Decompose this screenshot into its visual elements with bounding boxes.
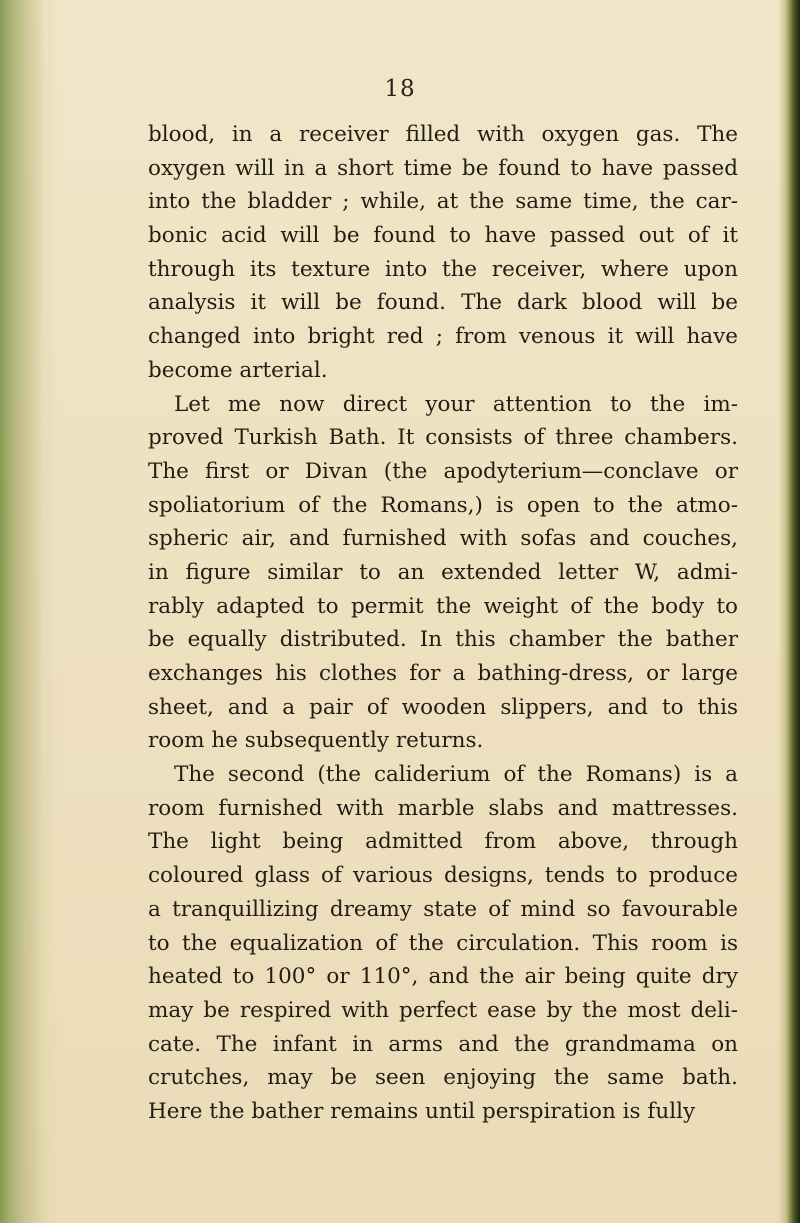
text-line: cate. The infant in arms and the grandmama on [148,1031,738,1057]
text-line: may be respired with perfect ease by the most deli- [148,997,738,1023]
text-line: crutches, may be seen enjoying the same bath. [148,1065,738,1091]
text-line: become arterial. [148,357,328,383]
text-line: blood, in a receiver filled with oxygen gas. The [148,122,738,147]
text-line: analysis it will be found. The dark blood will be [148,290,738,316]
text-line: a tranquillizing dreamy state of mind so favourable [148,896,738,922]
text-line: oxygen will in a short time be found to have passed [148,155,738,181]
text-line: be equally distributed. In this chamber the bather [148,627,738,653]
text-line: The first or Divan (the apodyterium—conclave or [148,458,738,484]
body-text [148,118,738,1129]
text-line: to the equalization of the circulation. This room is [148,930,738,956]
text-line: exchanges his clothes for a bathing-dress, or large [148,661,738,686]
text-line: Here the bather remains until perspiration is fully [148,1098,696,1124]
text-line: room he subsequently returns. [148,728,484,754]
text-line: sheet, and a pair of wooden slippers, and to this [148,694,738,720]
page-number: 18 [384,76,416,102]
text-line: through its texture into the receiver, where upon [148,256,738,282]
text-line: changed into bright red ; from venous it will have [148,324,738,350]
text-line: heated to 100° or 110°, and the air being quite dry [148,964,738,990]
text-line: rably adapted to permit the weight of the body to [148,593,738,619]
text-line: spheric air, and furnished with sofas and couches, [148,526,738,552]
text-line: coloured glass of various designs, tends to produce [148,863,738,889]
text-line: spoliatorium of the Romans,) is open to the atmo- [148,492,738,518]
text-line: into the bladder ; while, at the same time, the car- [148,189,738,215]
page-left-edge [0,0,44,1223]
text-line: Let me now direct your attention to the im- [174,391,738,417]
text-line: proved Turkish Bath. It consists of three chambers. [148,425,738,451]
text-line: bonic acid will be found to have passed out of it [148,223,738,249]
page-right-edge [778,0,800,1223]
text-line: in figure similar to an extended letter W, admi- [148,559,738,585]
text-line: room furnished with marble slabs and mattresses. [148,795,738,821]
text-line: The second (the caliderium of the Romans) is a [174,762,738,788]
text-line: The light being admitted from above, through [148,829,738,855]
